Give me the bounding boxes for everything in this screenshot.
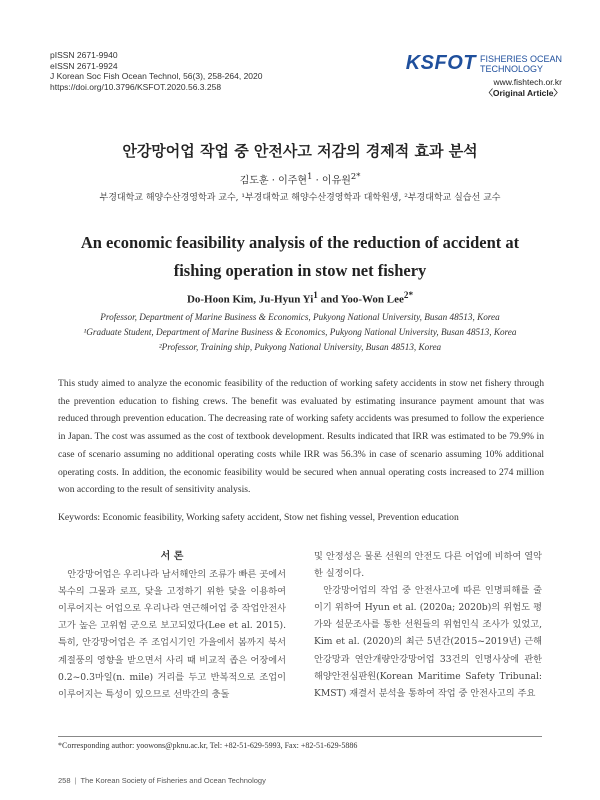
keywords: Keywords: Economic feasibility, Working safety accident, Stow net fishing vessel, Prevention education [58, 512, 459, 523]
author-ko-1: 김도훈 · 이주현 [239, 175, 308, 187]
author-ko-sup1: 1 [307, 171, 313, 181]
title-korean: 안강망어업 작업 중 안전사고 저감의 경제적 효과 분석 [122, 142, 478, 160]
journal-meta [50, 50, 262, 92]
intro-paragraph-1-cont: 및 안정성은 물론 선원의 안전도 다른 어업에 비하여 열악한 실정이다. [314, 551, 542, 580]
column-right [314, 548, 542, 702]
corresponding-star: * [356, 171, 361, 181]
journal-url[interactable]: www.fishtech.or.kr [493, 77, 562, 87]
section-heading-introduction: 서 론 [160, 551, 184, 562]
footnote-divider [58, 736, 542, 737]
footer-separator: | [74, 776, 77, 785]
author-en-1: Do-Hoon Kim, Ju-Hyun Yi [186, 293, 314, 306]
logo-mark: KSFOT [405, 52, 476, 74]
corresponding-star-en: * [408, 290, 414, 300]
author-en-sup1: 1 [313, 290, 318, 300]
logo-line1: FISHERIES OCEAN [479, 53, 562, 64]
author-en-2: and Yoo-Won Lee [317, 293, 404, 306]
intro-paragraph-1: 안강망어업은 우리나라 남서해안의 조류가 빠른 곳에서 복수의 그물과 로프, 닻을 고정하기 위한 닻을 이용하여 이루어지는 어업으로 우리나라 연근해어업 중 작업안전사고가 높은 고위험 군으로 보고되었다(Lee et al. 2015). 특히, 안강망어업은 주 조업시기인 가을에서 봄까지 북서계절풍의 영향을 받으면서 사리 때 비교적 좁은 어장에서 0.2~0.3마일(n. mile) 거리를 두고 반복적으로 조업이 이루어지는 특성이 있으므로 선박간의 충돌 [58, 569, 286, 700]
affiliation-en-1: Professor, Department of Marine Business & Economics, Pukyong National University, Busan 48513, Korea [100, 312, 500, 322]
affiliations-english [40, 310, 560, 355]
abstract: This study aimed to analyze the economic feasibility of the reduction of working safety accidents in stow net fishery through the prevention education to fishing crews. The benefit was evaluated by estimating insurance payment amount that was reduced through prevention education. The decreasing rate of working safety accidents was presumed to follow the experience in Japan. The cost was assumed as the cost of textbook development. Results indicated that IRR was estimated to be 79.9% in case of scenario assuming no additional operating costs while IRR was 56.3% in case of scenario assuming 10% additional operating costs. In addition, the economic feasibility would be secured when annual operating costs increased to 274 million won according to the result of sensitivity analysis. [58, 378, 544, 496]
citation: J Korean Soc Fish Ocean Technol, 56(3), 258-264, 2020 [50, 71, 263, 81]
author-ko-sup2: 2 [350, 171, 357, 181]
page-number: 258 [58, 776, 71, 785]
journal-logo [402, 52, 562, 99]
affiliation-en-3: ²Professor, Training ship, Pukyong National University, Busan 48513, Korea [158, 342, 442, 352]
author-en-sup2: 2 [403, 290, 409, 300]
column-left [58, 548, 286, 703]
doi-link[interactable]: https://doi.org/10.3796/KSFOT.2020.56.3.258 [50, 81, 222, 92]
intro-paragraph-2: 안강망어업의 작업 중 안전사고에 따른 인명피해를 줄이기 위하여 Hyun et al. (2020a; 2020b)의 위험도 평가와 설문조사를 통한 선원들의 위험인식 조사가 있었고, Kim et al. (2020)의 최근 5년간(2015~2019년) 근해 안강망과 연안개량안강망어업 33건의 인명사상에 관한 해양안전심판원(Korean Maritime Safety Tribunal: KMST) 재결서 분석을 통하여 작업 중 안전사고의 주요 [314, 585, 542, 699]
author-ko-2: · 이유원 [312, 175, 351, 187]
title-english: An economic feasibility analysis of the reduction of accident at fishing operation in stow net fishery [80, 233, 520, 280]
logo-line2: TECHNOLOGY [479, 63, 543, 74]
pissn: pISSN 2671-9940 [50, 50, 118, 60]
eissn: eISSN 2671-9924 [50, 60, 118, 71]
society-name: The Korean Society of Fisheries and Ocean Technology [80, 776, 266, 785]
corresponding-author-footnote: *Corresponding author: yoowons@pknu.ac.kr, Tel: +82-51-629-5993, Fax: +82-51-629-5886 [58, 741, 358, 750]
affiliation-korean: 부경대학교 해양수산경영학과 교수, ¹부경대학교 해양수산경영학과 대학원생, ²부경대학교 실습선 교수 [99, 193, 501, 203]
authors-english [0, 290, 600, 306]
affiliation-en-2: ¹Graduate Student, Department of Marine Business & Economics, Pukyong National University, Busan 48513, Korea [83, 327, 517, 337]
article-type: 〈Original Article〉 [484, 88, 562, 98]
page-footer [58, 776, 266, 785]
authors-korean [0, 171, 600, 186]
logo-wordmark [480, 54, 562, 74]
